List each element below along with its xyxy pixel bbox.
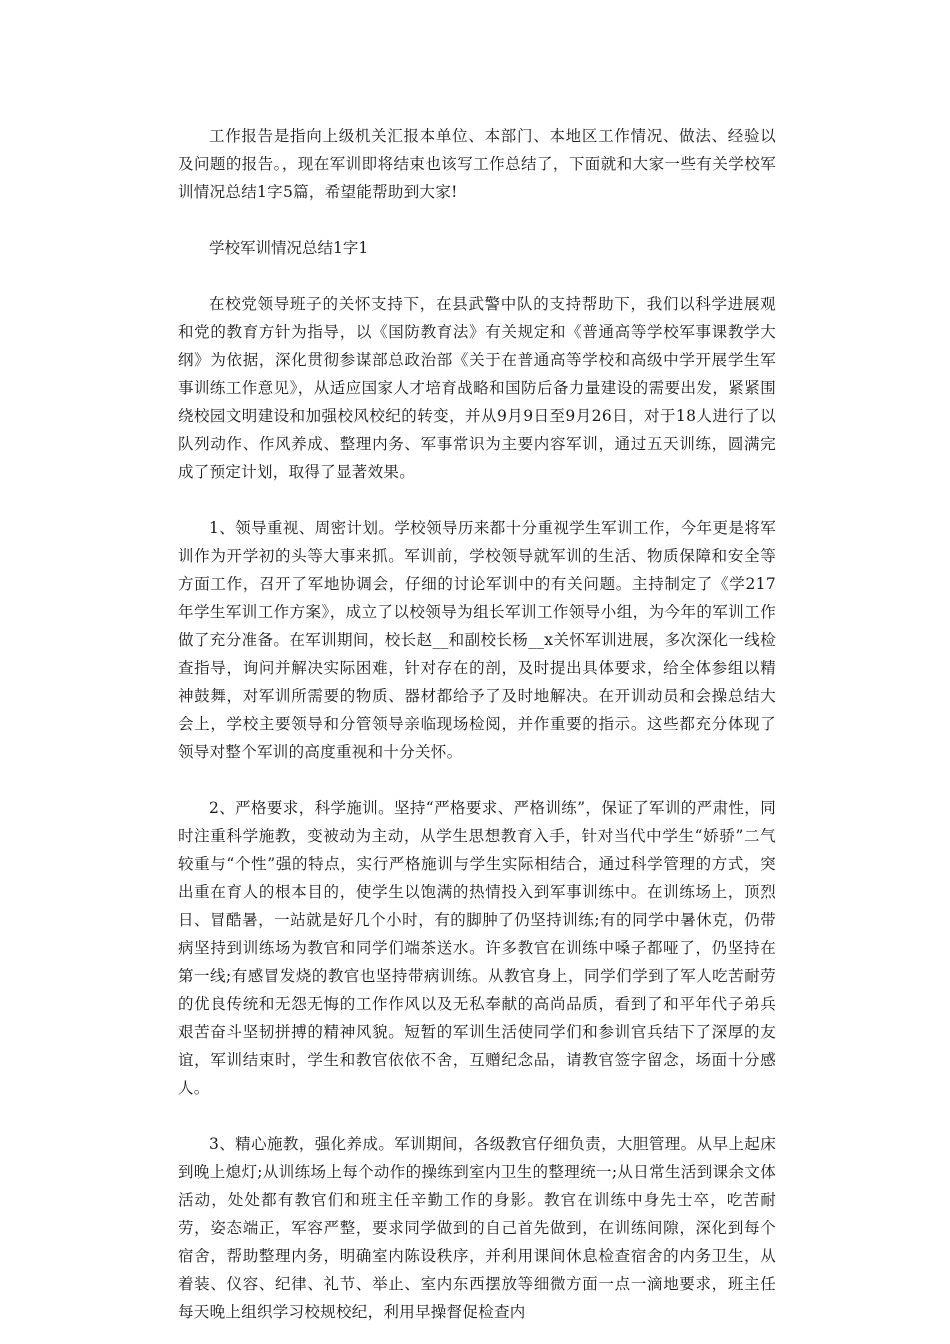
body-paragraph-3: 2、严格要求，科学施训。坚持“严格要求、严格训练”，保证了军训的严肃性，同时注重科学施教，变被动为主动，从学生思想教育入手，针对当代中学生“娇骄”二气较重与“个性”强的特点，实行严格施训与学生实际相结合，通过科学管理的方式，突出重在育人的根本目的，使学生以饱满的热情投入到军事训练中。在训练场上，顶烈日、冒酷暑，一站就是好几个小时，有的脚肿了仍坚持训练;有的同学中暑休克，仍带病坚持到训练场为教官和同学们端茶送水。许多教官在训练中嗓子都哑了，仍坚持在第一线;有感冒发烧的教官也坚持带病训练。从教官身上，同学们学到了军人吃苦耐劳的优良传统和无怨无悔的工作作风以及无私奉献的高尚品质，看到了和平年代子弟兵艰苦奋斗坚韧拼搏的精神风貌。短暂的军训生活使同学们和参训官兵结下了深厚的友谊，军训结束时，学生和教官依依不舍，互赠纪念品，请教官签字留念，场面十分感人。 [178,799,776,1097]
spacer [178,262,776,290]
document-page [178,122,776,1326]
body-paragraph-2: 1、领导重视、周密计划。学校领导历来都十分重视学生军训工作，今年更是将军训作为开学初的头等大事来抓。军训前，学校领导就军训的生活、物质保障和安全等方面工作，召开了军地协调会，仔细的讨论军训中的有关问题。主持制定了《学217年学生军训工作方案》，成立了以校领导为组长军训工作领导小组，为今年的军训工作做了充分准备。在军训期间，校长赵__和副校长杨__x关怀军训进展，多次深化一线检查指导，询问并解决实际困难，针对存在的剖，及时提出具体要求，给全体参组以精神鼓舞，对军训所需要的物质、器材都给予了及时地解决。在开训动员和会操总结大会上，学校主要领导和分管领导亲临现场检阅，并作重要的指示。这些都充分体现了领导对整个军训的高度重视和十分关怀。 [178,519,776,761]
spacer [178,486,776,514]
spacer [178,1102,776,1130]
body-paragraph-4: 3、精心施教，强化养成。军训期间，各级教官仔细负责，大胆管理。从早上起床到晚上熄灯;从训练场上每个动作的操练到室内卫生的整理统一;从日常生活到课余文体活动，处处都有教官们和班主任辛勤工作的身影。教官在训练中身先士卒，吃苦耐劳，姿态端正，军容严整，要求同学做到的自己首先做到，在训练间隙，深化到每个宿舍，帮助整理内务，明确室内陈设秩序，并利用课间休息检查宿舍的内务卫生，从着装、仪容、纪律、礼节、举止、室内东西摆放等细微方面一点一滴地要求，班主任每天晚上组织学习校规校纪，利用早操督促检查内 [178,1135,776,1321]
spacer [178,766,776,794]
intro-paragraph: 工作报告是指向上级机关汇报本单位、本部门、本地区工作情况、做法、经验以及问题的报告。，现在军训即将结束也该写工作总结了，下面就和大家一些有关学校军训情况总结1字5篇，希望能帮助到大家! [178,127,776,201]
spacer [178,206,776,234]
section-title: 学校军训情况总结1字1 [209,239,369,257]
body-paragraph-1: 在校党领导班子的关怀支持下，在县武警中队的支持帮助下，我们以科学进展观和党的教育方针为指导，以《国防教育法》有关规定和《普通高等学校军事课教学大纲》为依据，深化贯彻参谋部总政治部《关于在普通高等学校和高级中学开展学生军事训练工作意见》，从适应国家人才培育战略和国防后备力量建设的需要出发，紧紧围绕校园文明建设和加强校风校纪的转变，并从9月9日至9月26日，对于18人进行了以队列动作、作风养成、整理内务、军事常识为主要内容军训，通过五天训练，圆满完成了预定计划，取得了显著效果。 [178,295,776,481]
